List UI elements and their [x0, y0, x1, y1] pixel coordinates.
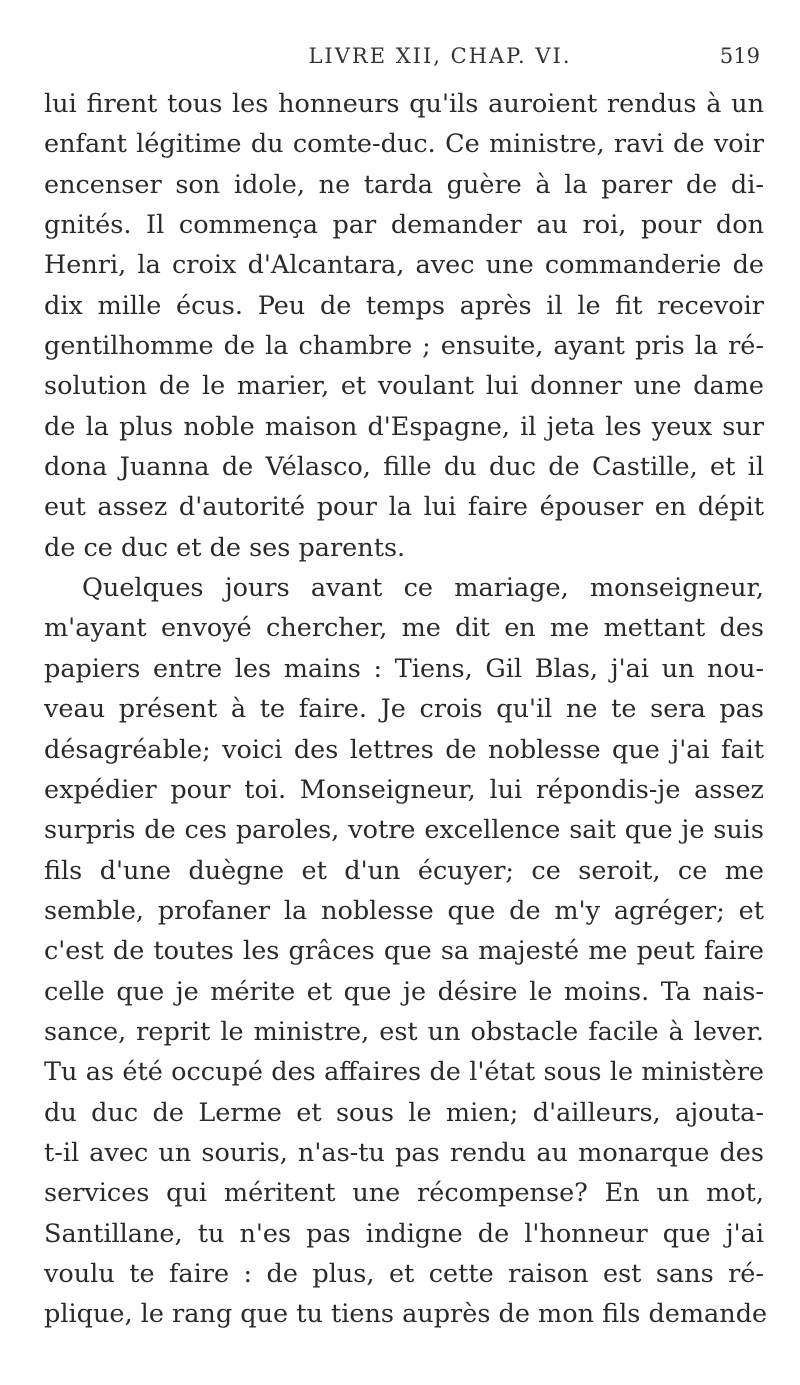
- paragraph-end-line: de ce duc et de ses parents.: [44, 532, 406, 563]
- text-line: dix mille écus. Peu de temps après il le fit recevoir: [44, 290, 764, 321]
- text-line: celle que je mérite et que je désire le moins. Ta nais-: [44, 976, 764, 1007]
- text-line: Henri, la croix d'Alcantara, avec une commanderie de: [44, 250, 764, 281]
- text-line: semble, profaner la noblesse que de m'y agréger; et: [44, 895, 764, 926]
- running-head: [120, 44, 760, 72]
- text-line: Santillane, tu n'es pas indigne de l'honneur que j'ai: [44, 1218, 764, 1249]
- text-line: de la plus noble maison d'Espagne, il jeta les yeux sur: [44, 411, 764, 442]
- page-number: 519: [719, 44, 760, 68]
- text-line: c'est de toutes les grâces que sa majesté me peut faire: [44, 936, 764, 967]
- text-line: papiers entre les mains : Tiens, Gil Blas, j'ai un nou-: [44, 653, 764, 684]
- text-line: surpris de ces paroles, votre excellence sait que je suis: [44, 815, 764, 846]
- text-line: lui firent tous les honneurs qu'ils auroient rendus à un: [44, 89, 764, 119]
- text-line: sance, reprit le ministre, est un obstacle facile à lever.: [44, 1016, 764, 1047]
- text-line: désagréable; voici des lettres de noblesse que j'ai fait: [44, 734, 764, 765]
- text-line: voulu te faire : de plus, et cette raison est sans ré-: [44, 1258, 764, 1289]
- text-line: solution de le marier, et voulant lui donner une dame: [44, 371, 764, 402]
- text-line: m'ayant envoyé chercher, me dit en me mettant des: [44, 613, 764, 644]
- text-line: gentilhomme de la chambre ; ensuite, ayant pris la ré-: [44, 331, 764, 362]
- text-line: plique, le rang que tu tiens auprès de mon fils demande: [44, 1299, 768, 1330]
- text-line: encenser son idole, ne tarda guère à la parer de di-: [44, 169, 764, 200]
- text-line: gnités. Il commença par demander au roi, pour don: [44, 210, 764, 241]
- text-line: veau présent à te faire. Je crois qu'il ne te sera pas: [44, 694, 764, 725]
- text-line: du duc de Lerme et sous le mien; d'ailleurs, ajouta-: [44, 1097, 764, 1128]
- body-text: [44, 84, 768, 1335]
- text-line: dona Juanna de Vélasco, fille du duc de Castille, et il: [44, 452, 764, 483]
- text-line: fils d'une duègne et d'un écuyer; ce seroit, ce me: [44, 855, 764, 886]
- text-line: eut assez d'autorité pour la lui faire épouser en dépit: [44, 492, 764, 523]
- chapter-heading: LIVRE XII, CHAP. VI.: [308, 44, 572, 68]
- paragraph-start-line: Quelques jours avant ce mariage, monseigneur,: [82, 573, 764, 604]
- text-line: enfant légitime du comte-duc. Ce ministre, ravi de voir: [44, 129, 764, 160]
- text-line: services qui méritent une récompense? En un mot,: [44, 1178, 764, 1209]
- text-line: t-il avec un souris, n'as-tu pas rendu au monarque des: [44, 1137, 764, 1168]
- text-line: Tu as été occupé des affaires de l'état sous le ministère: [44, 1057, 764, 1088]
- text-line: expédier pour toi. Monseigneur, lui répondis-je assez: [44, 774, 764, 805]
